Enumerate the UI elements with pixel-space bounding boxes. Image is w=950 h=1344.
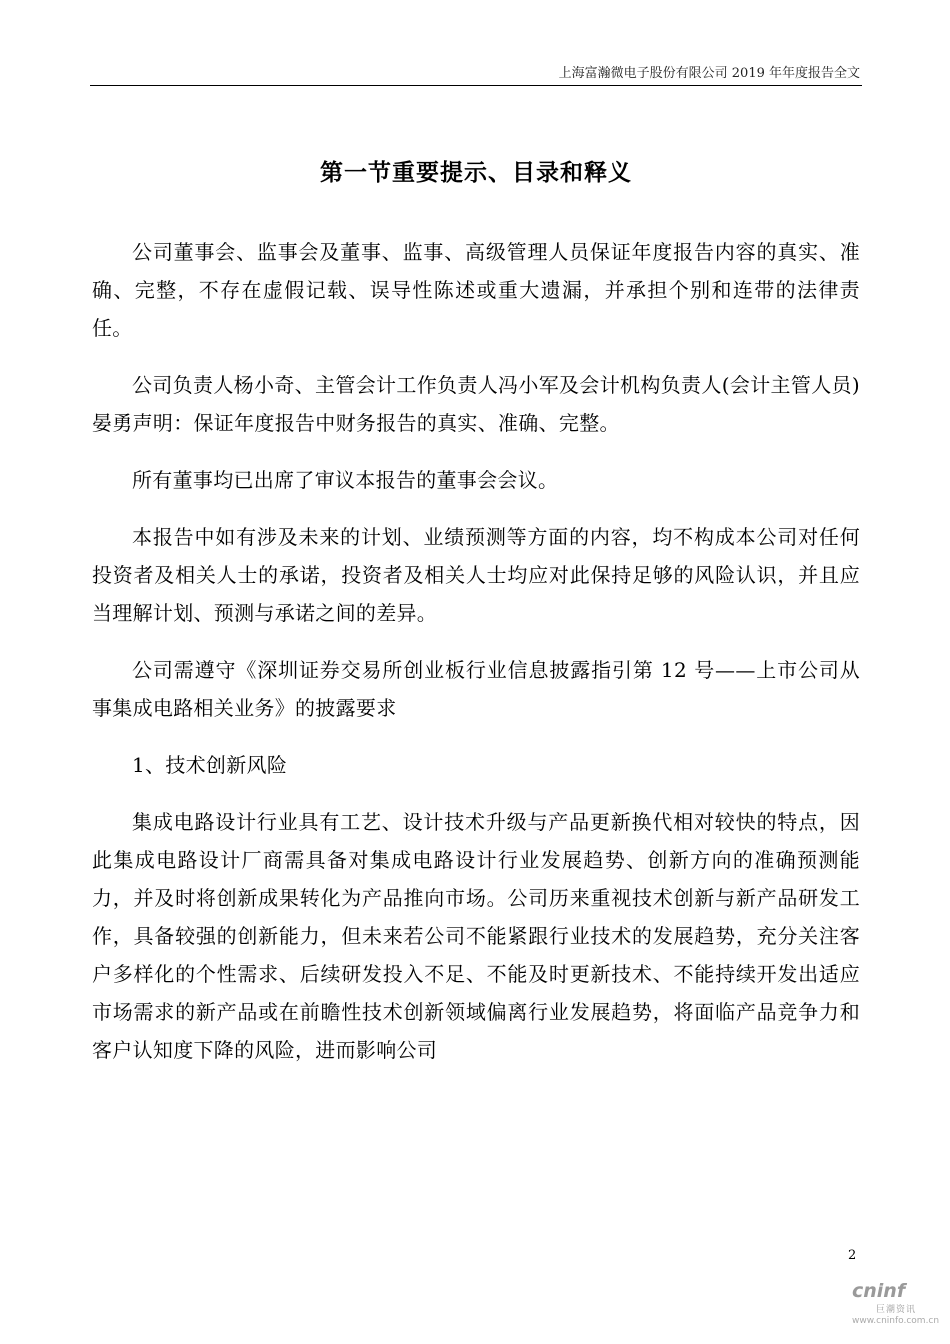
page-number: 2	[848, 1248, 857, 1263]
paragraph-forward-looking: 本报告中如有涉及未来的计划、业绩预测等方面的内容，均不构成本公司对任何投资者及相关人士的承诺，投资者及相关人士均应对此保持足够的风险认识，并且应当理解计划、预测与承诺之间的差异。	[92, 525, 860, 625]
cninfo-watermark-logo	[852, 1280, 944, 1336]
paragraph-board-guarantee: 公司董事会、监事会及董事、监事、高级管理人员保证年度报告内容的真实、准确、完整，不存在虚假记载、误导性陈述或重大遗漏，并承担个别和连带的法律责任。	[92, 240, 860, 340]
running-header: 上海富瀚微电子股份有限公司 2019 年年度报告全文	[558, 66, 860, 81]
logo-wordmark: cninf	[852, 1280, 906, 1302]
section-title: 第一节重要提示、目录和释义	[320, 159, 632, 186]
logo-chinese-name: 巨潮资讯	[876, 1305, 917, 1315]
paragraph-disclosure-requirement: 公司需遵守《深圳证券交易所创业板行业信息披露指引第 12 号——上市公司从事集成电路相关业务》的披露要求	[92, 658, 860, 720]
document-body	[92, 233, 860, 1088]
logo-url: www.cninfo.com.cn	[852, 1316, 940, 1326]
paragraph-technology-risk: 集成电路设计行业具有工艺、设计技术升级与产品更新换代相对较快的特点，因此集成电路设计厂商需具备对集成电路设计行业发展趋势、创新方向的准确预测能力，并及时将创新成果转化为产品推向市场。公司历来重视技术创新与新产品研发工作，具备较强的创新能力，但未来若公司不能紧跟行业技术的发展趋势，充分关注客户多样化的个性需求、后续研发投入不足、不能及时更新技术、不能持续开发出适应市场需求的新产品或在前瞻性技术创新领域偏离行业发展趋势，将面临产品竞争力和客户认知度下降的风险，进而影响公司	[92, 810, 860, 1062]
paragraph-directors-attendance: 所有董事均已出席了审议本报告的董事会会议。	[132, 468, 559, 492]
paragraph-responsible-persons: 公司负责人杨小奇、主管会计工作负责人冯小军及会计机构负责人(会计主管人员)晏勇声明：保证年度报告中财务报告的真实、准确、完整。	[92, 373, 860, 435]
risk-heading: 1、技术创新风险	[132, 753, 288, 777]
header-divider	[90, 85, 862, 86]
